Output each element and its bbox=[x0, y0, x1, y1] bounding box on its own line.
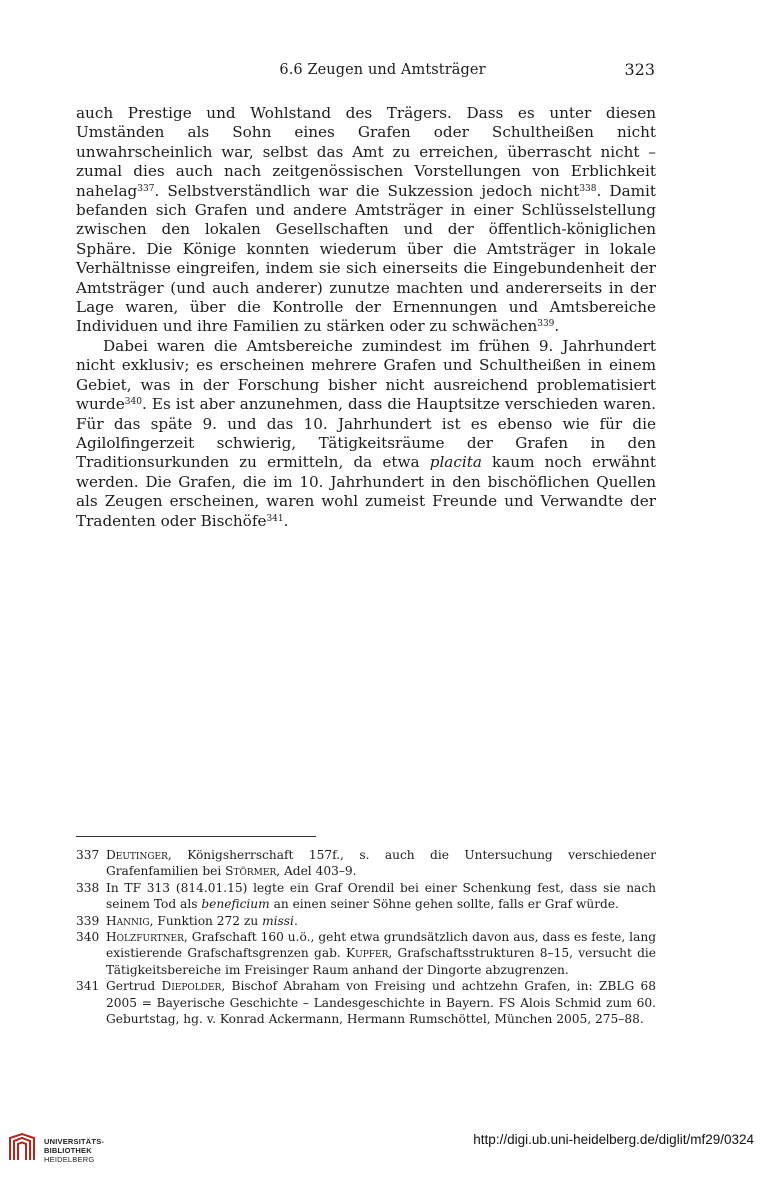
library-logo[interactable] bbox=[8, 1128, 128, 1174]
author-name: Hannig bbox=[106, 913, 150, 928]
footnote-337: 337 Deutinger, Königsherrschaft 157f., s. auch die Untersuchung verschiedener Grafenfamilien bei Störmer, Adel 403–9. bbox=[76, 848, 656, 879]
main-text bbox=[76, 104, 656, 531]
footnote-339: 339 Hannig, Funktion 272 zu missi. bbox=[76, 913, 298, 928]
footnote-number: 341 bbox=[76, 979, 100, 994]
footnote-number: 339 bbox=[76, 913, 100, 928]
logo-line: HEIDELBERG bbox=[44, 1155, 95, 1164]
footnote-divider bbox=[76, 836, 316, 837]
page-url-link[interactable]: http://digi.ub.uni-heidelberg.de/diglit/mf29/0324 bbox=[473, 1132, 754, 1147]
author-name: Störmer bbox=[225, 864, 277, 879]
footnote-338: 338 In TF 313 (814.01.15) legte ein Graf Orendil bei einer Schenkung fest, dass sie nach seinem Tod als beneficium an einen seiner Söhne gehen sollte, falls er Graf würde. bbox=[76, 880, 656, 912]
footnotes bbox=[76, 847, 656, 1027]
page-number: 323 bbox=[624, 60, 655, 79]
author-name: Kupfer bbox=[346, 946, 389, 961]
footnote-number: 338 bbox=[76, 880, 100, 895]
footnote-340: 340 Holzfurtner, Grafschaft 160 u.ö., geht etwa grundsätzlich davon aus, dass es feste, lang existierende Grafschaftsgrenzen gab. Kupfer, Grafschaftsstrukturen 8–15, versucht die Tätigkeitsbereiche im Freisinger Raum anhand der Dingorte abzugrenzen. bbox=[76, 930, 657, 977]
paragraph-2: Dabei waren die Amtsbereiche zumindest im frühen 9. Jahrhundert nicht exklusiv; es erscheinen mehrere Grafen und Schultheißen in einem Gebiet, was in der Forschung bisher nicht ausreichend problematisiert wurde$^{340}$. Es ist aber anzunehmen, dass die Hauptsitze verschieden waren. Für das späte 9. und das 10. Jahrhundert ist es ebenso wie für die Agilolfingerzeit schwierig, Tätigkeitsräume der Grafen in den Traditionsurkunden zu ermitteln, da etwa placita kaum noch erwähnt werden. Die Grafen, die im 10. Jahrhundert in den bischöflichen Quellen als Zeugen erscheinen, waren wohl zumeist Freunde und Verwandte der Tradenten oder Bischöfe$^{341}$. bbox=[76, 336, 656, 530]
viewer-footer bbox=[0, 1122, 765, 1179]
footnote-ref[interactable]: 339 bbox=[537, 319, 555, 330]
library-logo-icon bbox=[8, 1132, 36, 1162]
running-header: 6.6 Zeugen und Amtsträger bbox=[279, 62, 486, 78]
footnote-number: 337 bbox=[76, 848, 100, 862]
logo-line: UNIVERSITÄTS- bbox=[44, 1137, 105, 1146]
author-name: Diepolder bbox=[161, 979, 222, 994]
footnote-ref[interactable]: 341 bbox=[266, 513, 284, 524]
footnote-ref[interactable]: 340 bbox=[124, 397, 142, 408]
paragraph-1: auch Prestige und Wohlstand des Trägers. Dass es unter diesen Umständen als Sohn eines Grafen oder Schultheißen nicht unwahrscheinlich war, selbst das Amt zu erreichen, überrascht nicht – zumal dies auch nach zeitgenössischen Vorstellungen von Erblichkeit nahelag$^{337}$. Selbstverständlich war die Sukzession jedoch nicht$^{338}$. Damit befanden sich Grafen und andere Amtsträger in einer Schlüsselstellung zwischen den lokalen Gesellschaften und der öffentlich-königlichen Sphäre. Die Könige konnten wiederum über die Amtsträger in lokale Verhältnisse eingreifen, indem sie sich einerseits die Eingebundenheit der Amtsträger (und auch anderer) zunutze machten und andererseits in der Lage waren, über die Kontrolle der Ernennungen und Amtsbereiche Individuen und ihre Familien zu stärken oder zu schwächen$^{339}$. bbox=[76, 104, 657, 336]
logo-line: BIBLIOTHEK bbox=[44, 1146, 92, 1155]
author-name: Deutinger bbox=[106, 848, 168, 862]
footnote-number: 340 bbox=[76, 930, 100, 945]
footnote-ref[interactable]: 338 bbox=[579, 183, 597, 194]
author-name: Holzfurtner bbox=[106, 930, 184, 945]
footnote-ref[interactable]: 337 bbox=[137, 183, 155, 194]
footnote-341: 341 Gertrud Diepolder, Bischof Abraham von Freising und achtzehn Grafen, in: ZBLG 68 2005 = Bayerische Geschichte – Landesgeschichte in Bayern. FS Alois Schmid zum 60. Geburtstag, hg. v. Konrad Ackermann, Hermann Rumschöttel, München 2005, 275–88. bbox=[76, 979, 656, 1027]
